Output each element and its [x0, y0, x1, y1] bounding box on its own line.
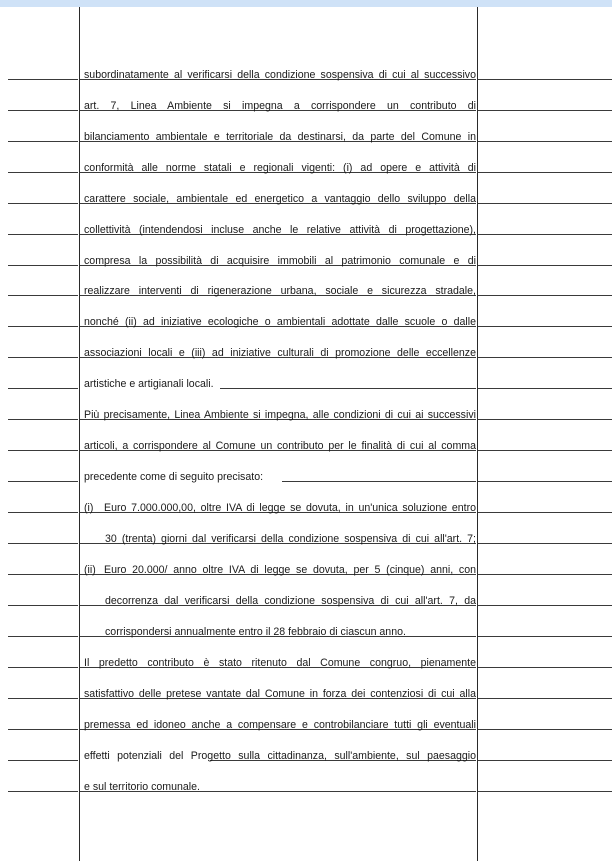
rule-right	[478, 481, 612, 482]
text-line: e sul territorio comunale.	[84, 781, 200, 793]
text-line: satisfattivo delle pretese vantate dal Comune in forza dei contenziosi di cui alla	[84, 688, 476, 700]
text-line: Più precisamente, Linea Ambiente si impegna, alle condizioni di cui ai successivi	[84, 409, 476, 421]
text-line: artistiche e artigianali locali.	[84, 378, 214, 390]
rule-left	[8, 512, 78, 513]
list-label: (i)	[84, 502, 94, 514]
text-line: carattere sociale, ambientale ed energetico a vantaggio dello sviluppo della	[84, 193, 476, 205]
text-line: art. 7, Linea Ambiente si impegna a corrispondere un contributo di	[84, 100, 476, 112]
rule-right	[478, 234, 612, 235]
rule-right	[478, 605, 612, 606]
list-item-text: Euro 20.000/ anno oltre IVA di legge se dovuta, per 5 (cinque) anni, con	[104, 564, 476, 576]
rule-right	[478, 450, 612, 451]
rule-right	[478, 172, 612, 173]
rule-left	[8, 110, 78, 111]
rule-left	[8, 419, 78, 420]
text-line: collettività (intendendosi incluse anche le relative attività di progettazione),	[84, 224, 476, 236]
rule-right	[478, 388, 612, 389]
rule-left	[8, 79, 78, 80]
top-strip	[0, 0, 612, 7]
list-label: (ii)	[84, 564, 96, 576]
rule-left	[8, 203, 78, 204]
rule-left	[8, 357, 78, 358]
rule-left	[8, 326, 78, 327]
rule-right	[478, 512, 612, 513]
text-line: nonché (ii) ad iniziative ecologiche o ambientali adottate dalle scuole o dalle	[84, 316, 476, 328]
rule-left	[8, 605, 78, 606]
list-item-text: corrispondersi annualmente entro il 28 febbraio di ciascun anno.	[105, 626, 406, 638]
list-item-text: Euro 7.000.000,00, oltre IVA di legge se dovuta, in un'unica soluzione entro	[104, 502, 476, 514]
text-line: bilanciamento ambientale e territoriale da destinarsi, da parte del Comune in	[84, 131, 476, 143]
rule-left	[8, 265, 78, 266]
rule-right	[478, 265, 612, 266]
rule-right	[478, 543, 612, 544]
list-item-text: decorrenza dal verificarsi della condizione sospensiva di cui all'art. 7, da	[105, 595, 476, 607]
rule-right	[478, 729, 612, 730]
rule-right	[478, 667, 612, 668]
rule-left	[8, 698, 78, 699]
rule-right	[478, 574, 612, 575]
rule-left	[8, 172, 78, 173]
rule-left	[8, 760, 78, 761]
text-line: articoli, a corrispondere al Comune un contributo per le finalità di cui al comma	[84, 440, 476, 452]
rule-left	[8, 791, 78, 792]
rule-left	[8, 295, 78, 296]
text-line: compresa la possibilità di acquisire immobili al patrimonio comunale e di	[84, 255, 476, 267]
text-line: realizzare interventi di rigenerazione urbana, sociale e sicurezza stradale,	[84, 285, 476, 297]
rule-right	[478, 636, 612, 637]
right-margin-rule	[477, 7, 478, 861]
text-line: premessa ed idoneo anche a compensare e controbilanciare tutti gli eventuali	[84, 719, 476, 731]
rule-left	[8, 481, 78, 482]
rule-right	[478, 326, 612, 327]
text-line: Il predetto contributo è stato ritenuto dal Comune congruo, pienamente	[84, 657, 476, 669]
rule-right	[478, 110, 612, 111]
text-line: conformità alle norme statali e regionali vigenti: (i) ad opere e attività di	[84, 162, 476, 174]
text-line: subordinatamente al verificarsi della condizione sospensiva di cui al successivo	[84, 69, 476, 81]
left-margin-rule	[79, 7, 80, 861]
rule-left	[8, 574, 78, 575]
rule-right	[478, 791, 612, 792]
rule-left	[8, 388, 78, 389]
rule-right	[478, 760, 612, 761]
rule-right	[478, 295, 612, 296]
rule-right	[478, 203, 612, 204]
rule-left	[8, 636, 78, 637]
rule-left	[8, 667, 78, 668]
rule-text	[282, 481, 476, 482]
rule-right	[478, 141, 612, 142]
rule-right	[478, 698, 612, 699]
rule-right	[478, 79, 612, 80]
rule-left	[8, 141, 78, 142]
list-item-text: 30 (trenta) giorni dal verificarsi della condizione sospensiva di cui all'art. 7;	[105, 533, 476, 545]
rule-left	[8, 543, 78, 544]
text-line: effetti potenziali del Progetto sulla cittadinanza, sull'ambiente, sul paesaggio	[84, 750, 476, 762]
text-line: precedente come di seguito precisato:	[84, 471, 264, 483]
rule-left	[8, 729, 78, 730]
rule-text	[220, 388, 476, 389]
rule-right	[478, 357, 612, 358]
text-line: associazioni locali e (iii) ad iniziative culturali di promozione delle eccellenze	[84, 347, 476, 359]
rule-right	[478, 419, 612, 420]
rule-left	[8, 450, 78, 451]
rule-left	[8, 234, 78, 235]
